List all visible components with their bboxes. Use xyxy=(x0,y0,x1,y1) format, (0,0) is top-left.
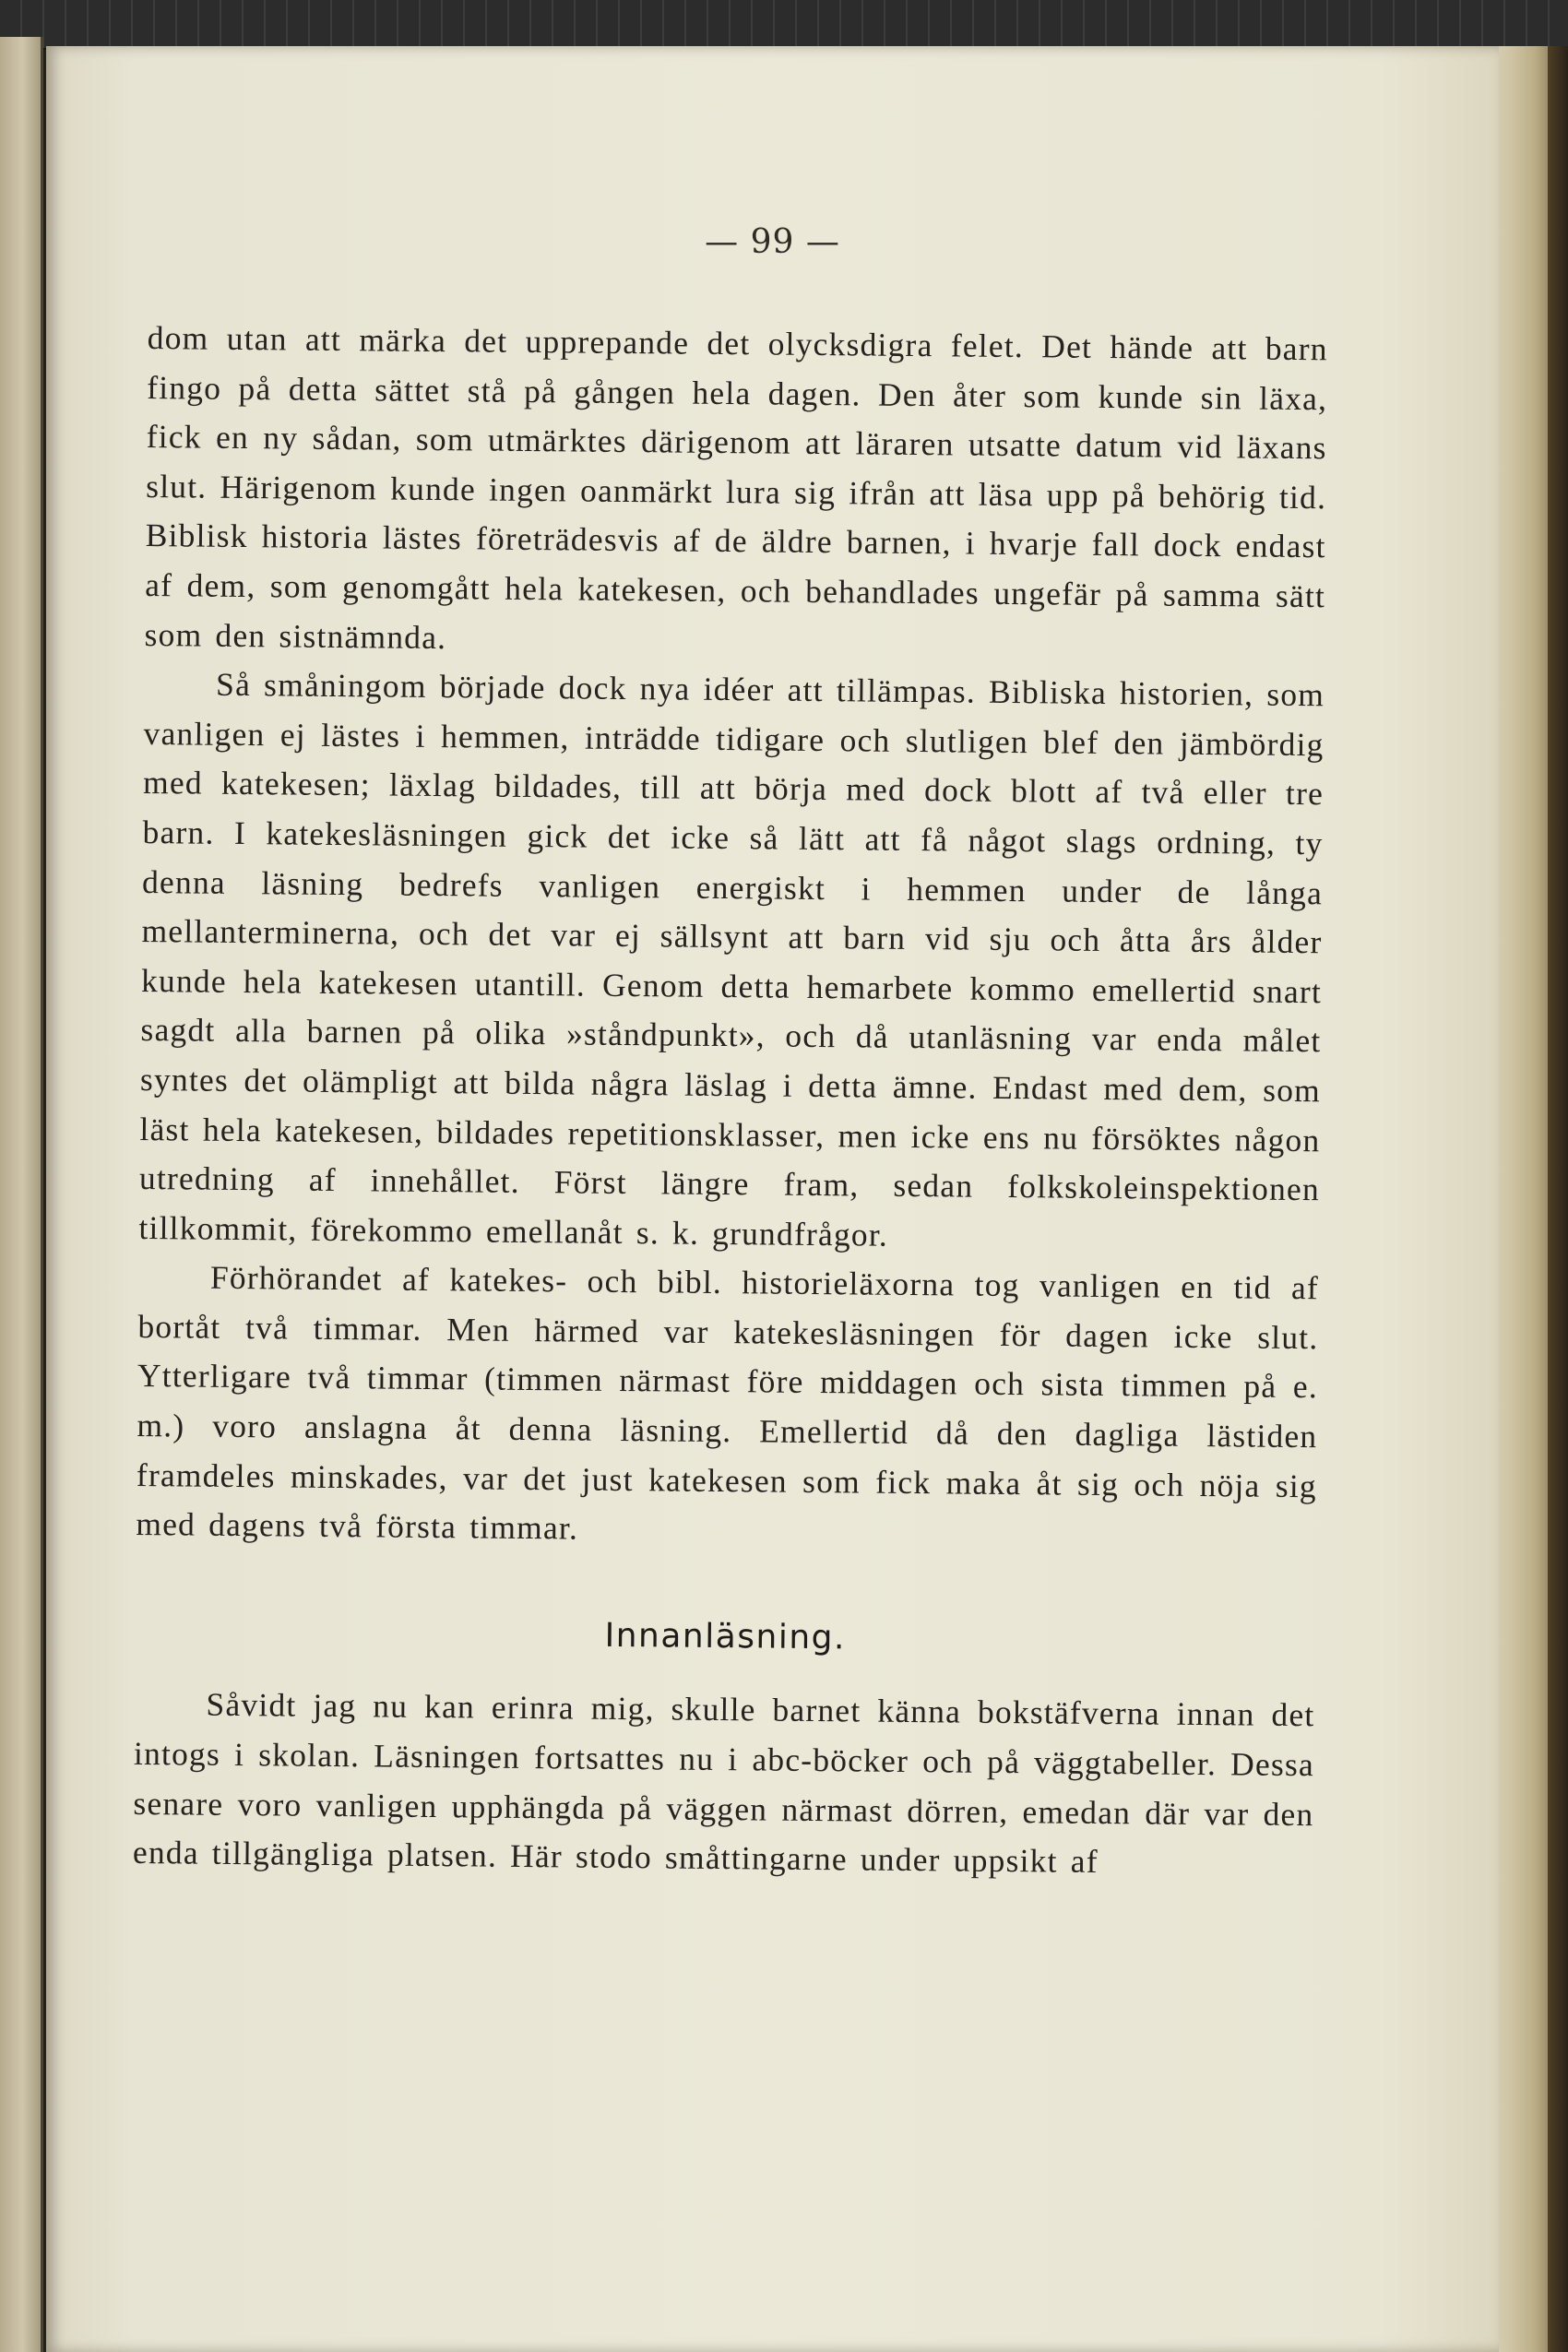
book-page xyxy=(46,46,1499,2352)
page-number: — 99 — xyxy=(705,223,840,261)
section-heading: Innanläsning. xyxy=(604,1616,847,1657)
paragraph: dom utan att märka det upprepande det olycksdigra felet. Det hände att barn fingo på detta sättet stå på gången hela dagen. Den åter som kunde sin läxa, fick en ny sådan, som utmärktes därigenom att läraren utsatte datum vid läxans slut. Härigenom kunde ingen oanmärkt lura sig ifrån att läsa upp på behörig tid. Biblisk historia lästes företrädesvis af de äldre barnen, i hvarje fall dock endast af dem, som genomgått hela katekesen, och behandlades ungefär på samma sätt som den sistnämnda. xyxy=(144,318,1328,656)
paragraph: Förhörandet af katekes- och bibl. historieläxorna tog vanligen en tid af bortåt två timmar. Men härmed var katekesläsningen för dagen icke slut. Ytterligare två timmar (timmen närmast före middagen och sista timmen på e. m.) voro anslagna åt denna läsning. Emellertid då den dagliga lästiden framdeles minskades, var det just katekesen som fick maka åt sig och nöja sig med dagens två första timmar. xyxy=(136,1258,1320,1547)
scanner-ruler xyxy=(0,0,1568,50)
previous-page-edge xyxy=(0,37,43,2352)
book-edge xyxy=(1487,46,1568,2352)
paragraph: Såvidt jag nu kan erinra mig, skulle barnet känna bokstäfverna innan det intogs i skolan. Läsningen fortsattes nu i abc-böcker och på väggtabeller. Dessa senare voro vanligen upphängda på väggen närmast dörren, emedan där var den enda tillgängliga platsen. Här stodo småttingarne under uppsikt af xyxy=(132,1686,1315,1881)
page-body xyxy=(133,314,1328,1889)
paragraph: Så småningom började dock nya idéer att tillämpas. Bibliska historien, som vanligen ej lästes i hemmen, inträdde tidigare och slutligen blef den jämbördig med katekesen; läxlag bildades, till att börja med dock blott af två eller tre barn. I katekesläsningen gick det icke så lätt att få något slags ordning, ty denna läsning bedrefs vanligen energiskt i hemmen under de långa mellanterminerna, och det var ej sällsynt att barn vid sju och åtta års ålder kunde hela katekesen utantill. Genom detta hemarbete kommo emellertid snart sagdt alla barnen på olika »ståndpunkt», och då utanläsning var enda målet syntes det olämpligt att bilda några läslag i detta ämne. Endast med dem, som läst hela katekesen, bildades repetitionsklasser, men icke ens nu försöktes någon utredning af innehållet. Först längre fram, sedan folkskoleinspektionen tillkommit, förekommo emellanåt s. k. grundfrågor. xyxy=(138,665,1325,1253)
